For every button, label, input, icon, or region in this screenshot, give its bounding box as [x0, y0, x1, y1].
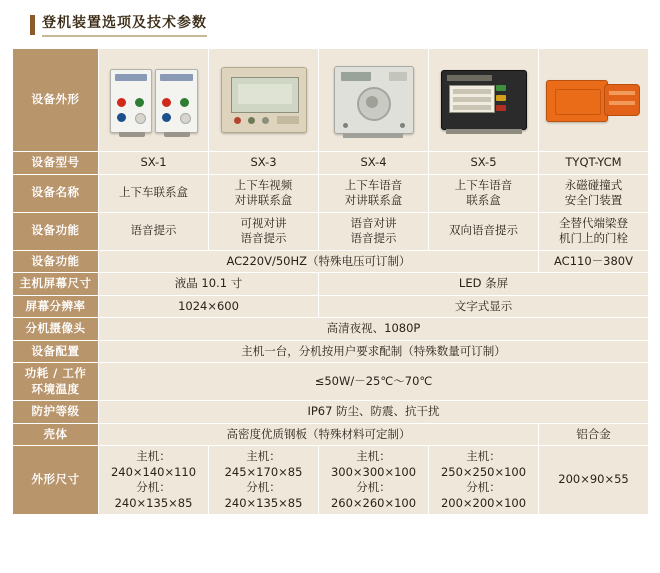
dimensions-sx4-l4: 260×260×100 — [330, 495, 417, 510]
camera-value: 高清夜视、1080P — [99, 318, 649, 341]
function-sx5-line1: 双向语音提示 — [449, 223, 518, 238]
function-sx5 — [429, 212, 539, 250]
device-image-sx3 — [209, 49, 319, 152]
specifications-table — [12, 48, 649, 515]
row-label-shell: 壳体 — [13, 423, 99, 446]
dimensions-sx3-l4: 240×135×85 — [224, 495, 303, 510]
table-row-voltage — [13, 250, 649, 273]
row-label-model: 设备型号 — [13, 152, 99, 175]
dimensions-sx1 — [99, 446, 209, 515]
row-label-resolution: 屏幕分辨率 — [13, 295, 99, 318]
name-ycm-line2: 安全门装置 — [564, 193, 623, 208]
row-label-camera: 分机摄像头 — [13, 318, 99, 341]
row-label-power-line2: 环境温度 — [31, 381, 80, 396]
dimensions-tyqt-ycm — [539, 446, 649, 515]
name-sx3-line2: 对讲联系盒 — [234, 193, 293, 208]
voltage-ycm: AC110－380V — [539, 250, 649, 273]
name-sx5-line1: 上下车语音 — [454, 177, 513, 192]
power-value: ≤50W/－25℃～70℃ — [99, 363, 649, 401]
device-image-sx4 — [319, 49, 429, 152]
function-ycm-line2: 机门上的门栓 — [559, 231, 628, 246]
page-title-text: 登机装置选项及技术参数 — [42, 12, 207, 37]
function-sx4-line1: 语音对讲 — [350, 215, 397, 230]
name-sx3 — [209, 174, 319, 212]
dimensions-sx4-l3: 分机： — [356, 480, 391, 495]
dimensions-sx1-l3: 分机： — [136, 480, 171, 495]
row-label-power — [13, 363, 99, 401]
function-sx4-line2: 语音提示 — [350, 231, 397, 246]
model-sx4: SX-4 — [319, 152, 429, 175]
table-row-name — [13, 174, 649, 212]
sx1-device-icon — [110, 69, 198, 131]
function-tyqt-ycm — [539, 212, 649, 250]
name-sx1 — [99, 174, 209, 212]
table-row-appearance — [13, 49, 649, 152]
dimensions-sx5 — [429, 446, 539, 515]
row-label-appearance: 设备外形 — [13, 49, 99, 152]
row-label-function2: 设备功能 — [13, 250, 99, 273]
table-row-shell — [13, 423, 649, 446]
dimensions-sx4-l2: 300×300×100 — [330, 464, 417, 479]
name-sx4-line2: 对讲联系盒 — [344, 193, 403, 208]
sx4-device-icon — [334, 66, 414, 134]
dimensions-sx5-l3: 分机： — [466, 480, 501, 495]
dimensions-sx1-l1: 主机： — [136, 449, 171, 464]
table-row-dimensions — [13, 446, 649, 515]
name-tyqt-ycm — [539, 174, 649, 212]
row-label-protection: 防护等级 — [13, 401, 99, 424]
dimensions-sx5-l4: 200×200×100 — [440, 495, 527, 510]
dimensions-sx4-l1: 主机： — [356, 449, 391, 464]
row-label-configuration: 设备配置 — [13, 340, 99, 363]
table-row-function — [13, 212, 649, 250]
name-sx3-line1: 上下车视频 — [234, 177, 293, 192]
name-sx5 — [429, 174, 539, 212]
dimensions-sx4 — [319, 446, 429, 515]
dimensions-sx1-l4: 240×135×85 — [114, 495, 193, 510]
function-sx3-line1: 可视对讲 — [240, 215, 287, 230]
table-row-model — [13, 152, 649, 175]
dimensions-sx3-l3: 分机： — [246, 480, 281, 495]
row-label-name: 设备名称 — [13, 174, 99, 212]
configuration-value: 主机一台，分机按用户要求配制（特殊数量可订制） — [99, 340, 649, 363]
resolution-text: 文字式显示 — [319, 295, 649, 318]
model-sx5: SX-5 — [429, 152, 539, 175]
shell-value: 高密度优质钢板（特殊材料可定制） — [99, 423, 539, 446]
table-row-screen-size — [13, 273, 649, 296]
tyqt-ycm-device-icon — [546, 74, 642, 126]
dimensions-sx5-l2: 250×250×100 — [440, 464, 527, 479]
table-row-resolution — [13, 295, 649, 318]
function-sx3 — [209, 212, 319, 250]
dimensions-sx3-l2: 245×170×85 — [224, 464, 303, 479]
shell-ycm: 铝合金 — [539, 423, 649, 446]
row-label-function1: 设备功能 — [13, 212, 99, 250]
device-image-sx5 — [429, 49, 539, 152]
resolution-value: 1024×600 — [99, 295, 319, 318]
device-image-tyqt-ycm — [539, 49, 649, 152]
model-sx3: SX-3 — [209, 152, 319, 175]
name-ycm-line1: 永磁碰撞式 — [564, 177, 623, 192]
function-sx1 — [99, 212, 209, 250]
model-sx1: SX-1 — [99, 152, 209, 175]
model-tyqt-ycm: TYQT-YCM — [539, 152, 649, 175]
name-sx5-line2: 联系盒 — [466, 193, 501, 208]
function-ycm-line1: 全替代端梁登 — [559, 215, 628, 230]
function-sx4 — [319, 212, 429, 250]
name-sx4-line1: 上下车语音 — [344, 177, 403, 192]
table-row-power — [13, 363, 649, 401]
row-label-power-line1: 功耗 / 工作 — [24, 366, 87, 381]
row-label-screen-size: 主机屏幕尺寸 — [13, 273, 99, 296]
protection-value: IP67 防尘、防震、抗干扰 — [99, 401, 649, 424]
dimensions-sx3 — [209, 446, 319, 515]
sx3-device-icon — [221, 67, 307, 133]
page-title — [30, 12, 207, 37]
table-row-configuration — [13, 340, 649, 363]
dimensions-sx3-l1: 主机： — [246, 449, 281, 464]
sx5-device-icon — [441, 70, 527, 130]
dimensions-sx5-l1: 主机： — [466, 449, 501, 464]
name-sx4 — [319, 174, 429, 212]
screen-size-lcd: 液晶 10.1 寸 — [99, 273, 319, 296]
title-accent-bar — [30, 15, 35, 35]
dimensions-sx1-l2: 240×140×110 — [110, 464, 197, 479]
voltage-main: AC220V/50HZ（特殊电压可订制） — [99, 250, 539, 273]
dimensions-ycm-l1: 200×90×55 — [558, 472, 629, 487]
function-sx3-line2: 语音提示 — [240, 231, 287, 246]
table-row-camera — [13, 318, 649, 341]
table-row-protection — [13, 401, 649, 424]
screen-size-led: LED 条屏 — [319, 273, 649, 296]
row-label-dimensions: 外形尺寸 — [13, 446, 99, 515]
name-sx1-line1: 上下车联系盒 — [119, 185, 188, 200]
device-image-sx1 — [99, 49, 209, 152]
function-sx1-line1: 语音提示 — [130, 223, 177, 238]
